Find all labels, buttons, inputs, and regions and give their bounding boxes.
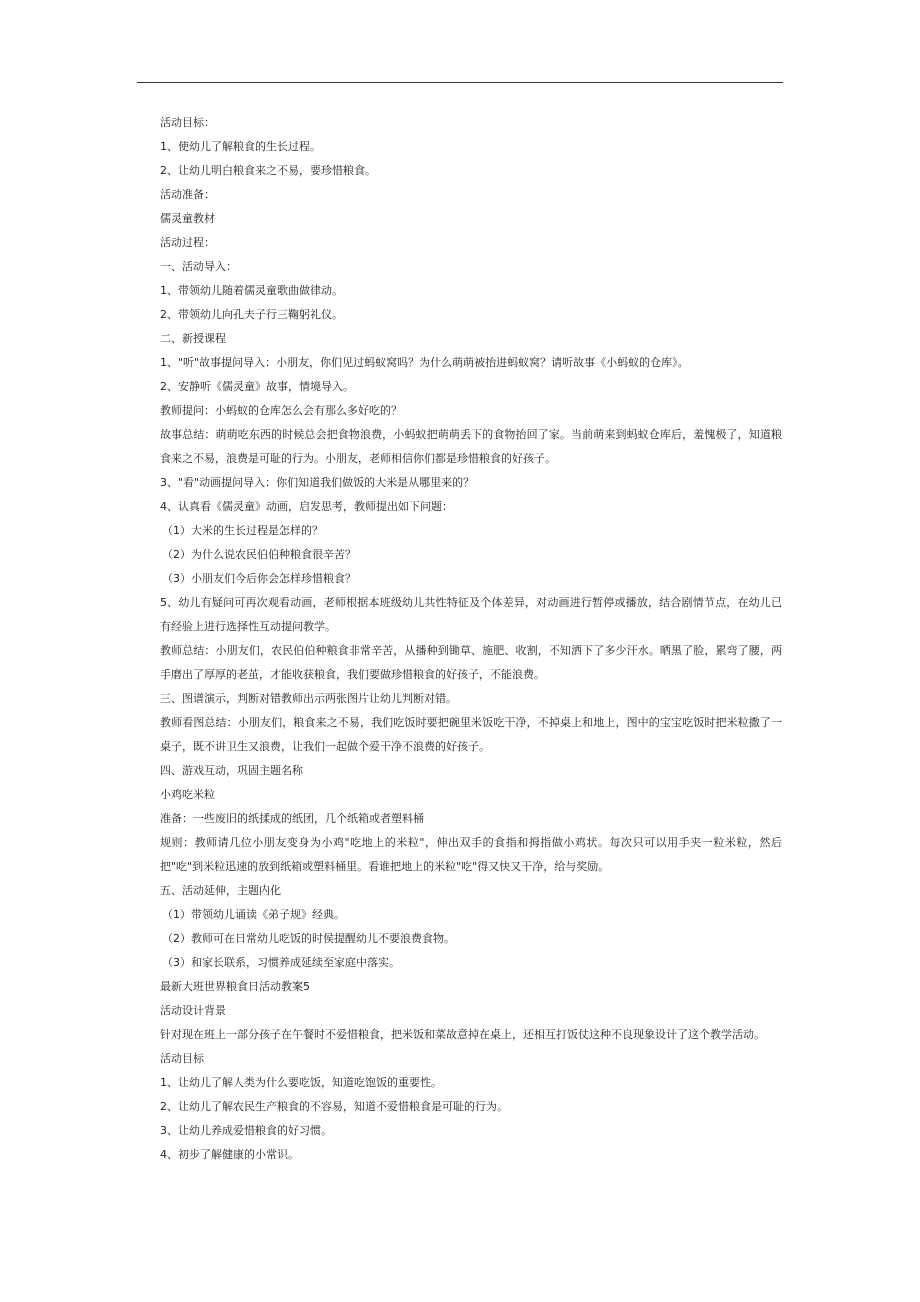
goal-item: 2、让幼儿明白粮食来之不易，要珍惜粮食。	[160, 164, 376, 177]
story-summary: 故事总结：萌萌吃东西的时候总会把食物浪费，小蚂蚁把萌萌丢下的食物抬回了家。当前萌来到蚂蚁仓库后，羞愧极了，知道粮食来之不易，浪费是可耻的行为。小朋友，老师相信你们都是珍惜粮食的好孩子。	[160, 428, 782, 465]
header-rule	[137, 82, 783, 83]
goal-item: 3、让幼儿养成爱惜粮食的好习惯。	[160, 1124, 332, 1137]
goal-item: 1、让幼儿了解人类为什么要吃饭，知道吃饱饭的重要性。	[160, 1076, 442, 1089]
question-item: （1）大米的生长过程是怎样的？	[162, 524, 323, 537]
step-item: 4、认真看《儒灵童》动画，启发思考，教师提出如下问题：	[160, 500, 453, 513]
teacher-question: 教师提问：小蚂蚁的仓库怎么会有那么多好吃的？	[160, 404, 402, 417]
game-title: 小鸡吃米粒	[160, 788, 215, 801]
document-body	[160, 111, 783, 1167]
game-preparation: 准备：一些废旧的纸揉成的纸团，几个纸箱或者塑料桶	[160, 812, 424, 825]
extension-item: （2）教师可在日常幼儿吃饭的时侯提醒幼儿不要浪费食物。	[162, 932, 455, 945]
extension-item: （3）和家长联系，习惯养成延续至家庭中落实。	[162, 956, 400, 969]
section-heading: 一、活动导入：	[160, 260, 237, 273]
question-item: （2）为什么说农民伯伯种粮食很辛苦？	[162, 548, 356, 561]
question-item: （3）小朋友们今后你会怎样珍惜粮食？	[162, 572, 356, 585]
step-item: 3、"看"动画提问导入：你们知道我们做饭的大米是从哪里来的？	[160, 476, 475, 489]
step-item: 2、带领幼儿向孔夫子行三鞠躬礼仪。	[160, 308, 343, 321]
game-rules: 规则：教师请几位小朋友变身为小鸡"吃地上的米粒"，伸出双手的食指和拇指做小鸡状。每次只可以用手夹一粒米粒，然后把"吃"到米粒迅速的放到纸箱或塑料桶里。看谁把地上的米粒"吃"得又快又干净，给与奖励。	[160, 836, 782, 873]
step-item: 1、"听"故事提问导入：小朋友，你们见过蚂蚁窝吗？为什么萌萌被抬进蚂蚁窝？请听故事《小蚂蚁的仓库》。	[160, 356, 689, 369]
background-text: 针对现在班上一部分孩子在午餐时不爱惜粮食，把米饭和菜故意掉在桌上，还相互打饭仗这种不良现象设计了这个教学活动。	[160, 1028, 765, 1041]
heading-preparation: 活动准备：	[160, 188, 215, 201]
heading-background: 活动设计背景	[160, 1004, 226, 1017]
section-heading: 五、活动延伸，主题内化	[160, 884, 281, 897]
goal-item: 1、使幼儿了解粮食的生长过程。	[160, 140, 321, 153]
goal-item: 2、让幼儿了解农民生产粮食的不容易，知道不爱惜粮食是可耻的行为。	[160, 1100, 508, 1113]
teacher-summary: 教师看图总结：小朋友们，粮食来之不易，我们吃饭时要把碗里米饭吃干净，不掉桌上和地上，图中的宝宝吃饭时把米粒撒了一桌子，既不讲卫生又浪费，让我们一起做个爱干净不浪费的好孩子。	[160, 716, 782, 753]
section-heading: 二、新授课程	[160, 332, 226, 345]
section-heading: 三、图谱演示，判断对错教师出示两张图片让幼儿判断对错。	[160, 692, 457, 705]
step-item: 2、安静听《儒灵童》故事，情境导入。	[160, 380, 354, 393]
goal-item: 4、初步了解健康的小常识。	[160, 1148, 299, 1161]
step-item: 5、幼儿有疑问可再次观看动画，老师根据本班级幼儿共性特征及个体差异，对动画进行暂停或播放，结合剧情节点，在幼儿已有经验上进行选择性互动提问教学。	[160, 596, 782, 633]
extension-item: （1）带领幼儿诵读《弟子规》经典。	[162, 908, 345, 921]
step-item: 1、带领幼儿随着儒灵童歌曲做律动。	[160, 284, 343, 297]
heading-process: 活动过程：	[160, 236, 215, 249]
heading-goals: 活动目标：	[160, 116, 215, 129]
heading-goals: 活动目标	[160, 1052, 204, 1065]
preparation-text: 儒灵童教材	[160, 212, 215, 225]
section-heading: 四、游戏互动，巩固主题名称	[160, 764, 303, 777]
teacher-summary: 教师总结：小朋友们，农民伯伯种粮食非常辛苦，从播种到锄草、施肥、收割，不知洒下了多少汗水。晒黑了脸，累弯了腰，两手磨出了厚厚的老茧，才能收获粮食，我们要做珍惜粮食的好孩子，不能浪费。	[160, 644, 782, 681]
lesson-title: 最新大班世界粮食日活动教案5	[160, 980, 310, 993]
